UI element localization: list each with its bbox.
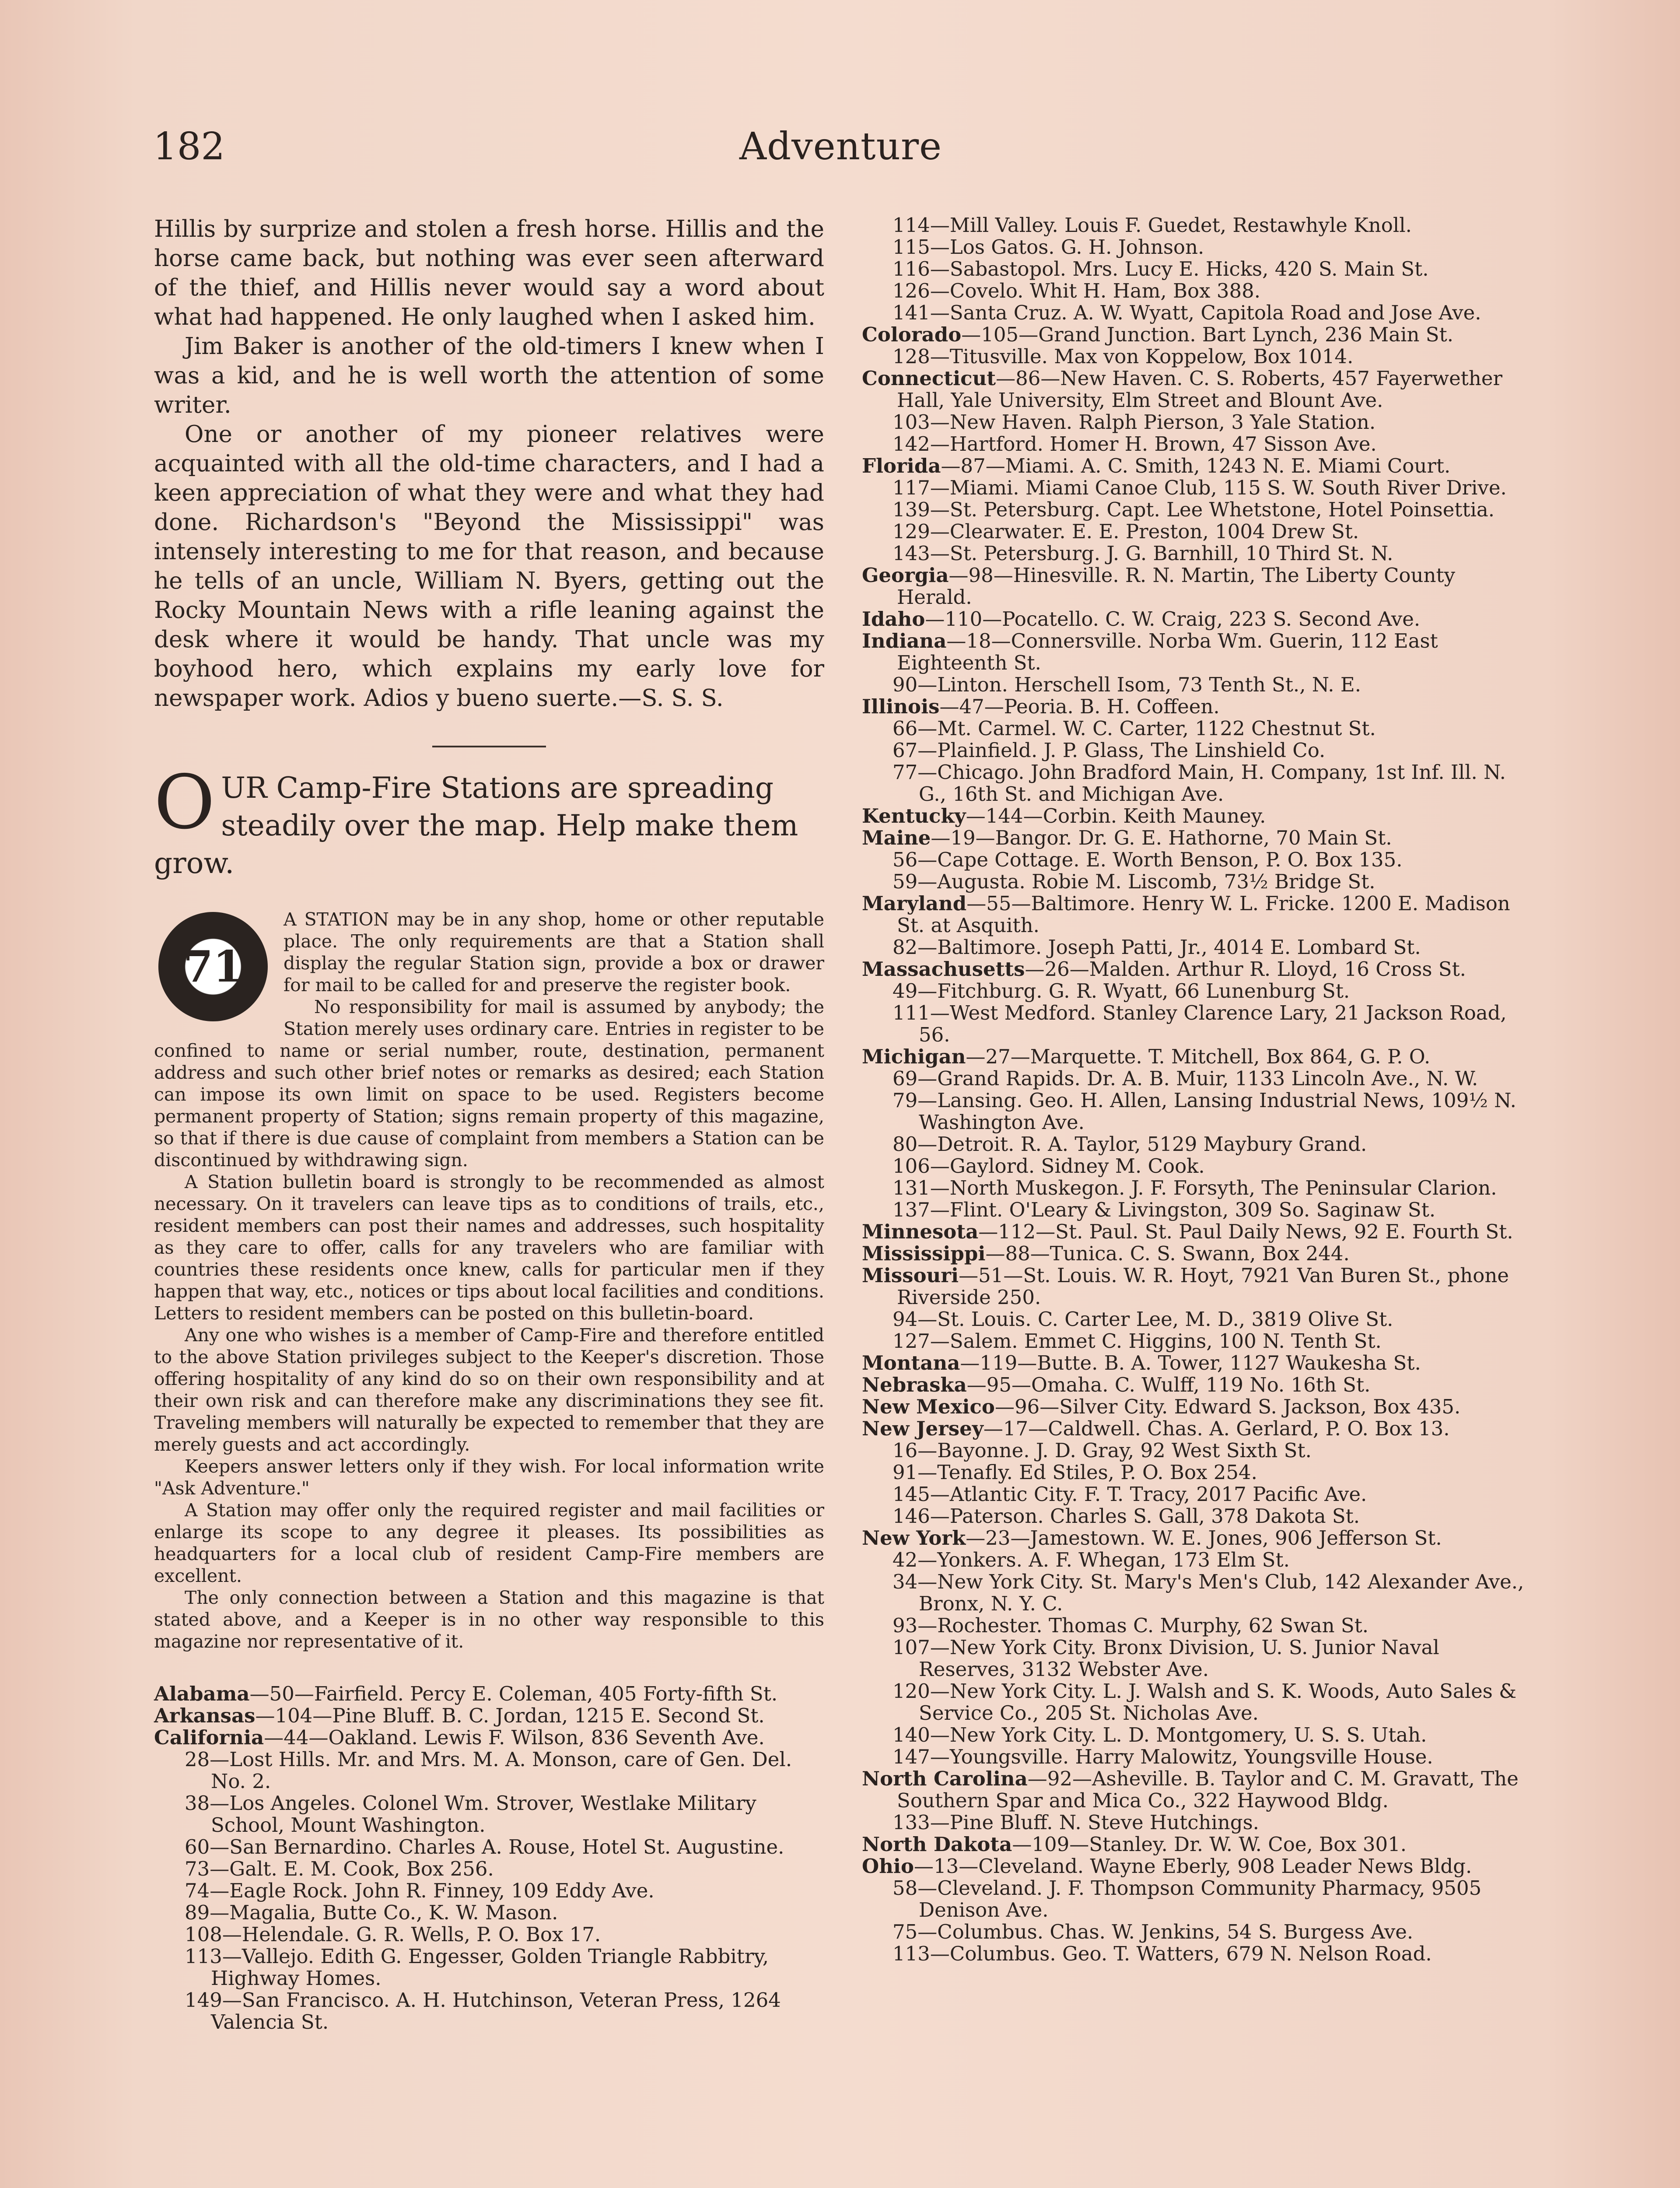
station-rules	[154, 908, 824, 1652]
station-entry	[862, 1943, 1531, 1965]
station-entry	[862, 871, 1531, 893]
station-entry	[862, 1921, 1531, 1943]
station-rule: A Station bulletin board is strongly to be recommended as almost necessary. On it travelers can leave tips as to conditions of trails, etc., resident members can post their names and addresses, such hospitality as they care to offer, calls for any travelers who are familiar with countries these residents once knew, calls for particular men if they happen that way, etc., notices or tips about local facilities and conditions. Letters to resident members can be posted on this bulletin-board.	[154, 1171, 824, 1324]
station-entry	[862, 236, 1531, 258]
station-entry	[154, 1836, 824, 1858]
station-entry-text: —119—Butte. B. A. Tower, 1127 Waukesha St.	[960, 1351, 1421, 1375]
station-entry	[154, 1683, 824, 1705]
station-rule: Keepers answer letters only if they wish. For local information write "Ask Adventure."	[154, 1456, 824, 1499]
state-name: Georgia	[862, 564, 949, 587]
station-entry-text: 129—Clearwater. E. E. Preston, 1004 Drew St.	[892, 520, 1359, 543]
station-entry-text: 74—Eagle Rock. John R. Finney, 109 Eddy Ave.	[185, 1879, 654, 1902]
station-entry-text: —92—Asheville. B. Taylor and C. M. Gravatt, The Southern Spar and Mica Co., 322 Haywood Bldg.	[897, 1767, 1519, 1812]
station-entry-text: 115—Los Gatos. G. H. Johnson.	[892, 235, 1204, 259]
station-entry-text: —23—Jamestown. W. E. Jones, 906 Jefferson St.	[966, 1526, 1442, 1550]
drop-cap: O	[154, 759, 215, 846]
station-entry	[862, 608, 1531, 630]
state-name: Montana	[862, 1351, 960, 1375]
station-entry	[862, 1746, 1531, 1768]
station-entry	[154, 1880, 824, 1902]
station-entry	[862, 893, 1531, 936]
body-paragraph: Jim Baker is another of the old-timers I knew when I was a kid, and he is well worth the attention of some writer.	[154, 333, 824, 418]
station-entry	[862, 1177, 1531, 1199]
station-badge-number: 71	[183, 941, 243, 992]
station-badge-icon	[158, 912, 268, 1021]
station-entry-text: 80—Detroit. R. A. Taylor, 5129 Maybury Grand.	[892, 1133, 1367, 1156]
station-entry	[862, 630, 1531, 674]
station-entry	[862, 368, 1531, 411]
station-entry	[862, 346, 1531, 368]
state-name: Colorado	[862, 323, 962, 346]
station-entry	[154, 1749, 824, 1792]
station-entry	[862, 1483, 1531, 1505]
station-entry-text: 66—Mt. Carmel. W. C. Carter, 1122 Chestnut St.	[892, 717, 1376, 740]
state-name: North Dakota	[862, 1833, 1012, 1856]
station-entry	[862, 1352, 1531, 1374]
station-entry	[862, 1374, 1531, 1396]
page-number: 182	[153, 125, 225, 168]
body-paragraph: One or another of my pioneer relatives were acquainted with all the old-time characters, and I had a keen appreciation of what they were and what they had done. Richardson's "Beyond the Mississippi" was intensely interesting to me for that reason, and because he tells of an uncle, William N. Byers, getting out the Rocky Mountain News with a rifle leaning against the desk where it would be handy. That uncle was my boyhood hero, which explains my early love for newspaper work. Adios y bueno suerte.—S. S. S.	[154, 421, 824, 712]
station-entry-text: 139—St. Petersburg. Capt. Lee Whetstone, Hotel Poinsettia.	[892, 498, 1495, 521]
station-entry	[862, 696, 1531, 718]
station-entry-text: 60—San Bernardino. Charles A. Rouse, Hotel St. Augustine.	[185, 1835, 784, 1858]
station-entry-text: 131—North Muskegon. J. F. Forsyth, The Peninsular Clarion.	[892, 1176, 1497, 1199]
station-entry	[154, 1946, 824, 1989]
station-entry-text: —88—Tunica. C. S. Swann, Box 244.	[985, 1242, 1350, 1265]
campfire-heading	[154, 759, 824, 882]
station-entry	[862, 1462, 1531, 1483]
station-entry-text: —47—Peoria. B. H. Coffeen.	[939, 695, 1220, 718]
state-name: New Mexico	[862, 1395, 995, 1418]
station-entry	[862, 1243, 1531, 1265]
station-entry-text: 113—Columbus. Geo. T. Watters, 679 N. Nelson Road.	[892, 1942, 1432, 1965]
station-entry	[862, 958, 1531, 980]
page-title: Adventure	[739, 125, 942, 168]
state-name: Massachusetts	[862, 957, 1025, 981]
state-name: Minnesota	[862, 1220, 979, 1243]
station-entry-text: 69—Grand Rapids. Dr. A. B. Muir, 1133 Lincoln Ave., N. W.	[892, 1067, 1478, 1090]
station-entry	[862, 565, 1531, 608]
station-entry-text: —105—Grand Junction. Bart Lynch, 236 Main St.	[961, 323, 1454, 346]
station-entry-text: —98—Hinesville. R. N. Martin, The Liberty County Herald.	[897, 564, 1455, 609]
state-name: Connecticut	[862, 367, 996, 390]
station-entry	[862, 1308, 1531, 1330]
station-entry-text: —18—Connersville. Norba Wm. Guerin, 112 East Eighteenth St.	[897, 629, 1438, 674]
station-entry-text: 146—Paterson. Charles S. Gall, 378 Dakota St.	[892, 1504, 1360, 1528]
station-entry-text: —95—Omaha. C. Wulff, 119 No. 16th St.	[966, 1373, 1371, 1396]
station-entry	[862, 718, 1531, 740]
state-name: Idaho	[862, 607, 925, 631]
station-entry-text: —55—Baltimore. Henry W. L. Fricke. 1200 E. Madison St. at Asquith.	[897, 892, 1510, 937]
station-entry	[862, 280, 1531, 302]
station-entry	[862, 258, 1531, 280]
station-rule: Any one who wishes is a member of Camp-Fire and therefore entitled to the above Station privileges subject to the Keeper's discretion. Those offering hospitality of any kind do so on their own responsibility and at their own risk and can therefore make any discriminations they see fit. Traveling members will naturally be expected to remember that they are merely guests and act accordingly.	[154, 1325, 824, 1455]
station-rule: The only connection between a Station and this magazine is that stated above, and a Keeper is in no other way responsible to this magazine nor representative of it.	[154, 1587, 824, 1652]
station-entry-text: —17—Caldwell. Chas. A. Gerlard, P. O. Box 13.	[983, 1417, 1450, 1440]
station-list-left	[154, 1683, 824, 2033]
station-entry-text: 116—Sabastopol. Mrs. Lucy E. Hicks, 420 S. Main St.	[892, 257, 1429, 281]
campfire-heading-text: UR Camp-Fire Stations are spreading steadily over the map. Help make them grow.	[154, 771, 798, 880]
station-entry-text: —144—Corbin. Keith Mauney.	[966, 804, 1266, 828]
station-entry-text: 94—St. Louis. C. Carter Lee, M. D., 3819 Olive St.	[892, 1308, 1393, 1331]
station-entry-text: —19—Bangor. Dr. G. E. Hathorne, 70 Main St.	[931, 826, 1392, 849]
station-entry	[154, 1705, 824, 1727]
body-paragraph: Hillis by surprize and stolen a fresh horse. Hillis and the horse came back, but nothing was ever seen afterward of the thief, and Hillis never would say a word about what had happened. He only laughed when I asked him.	[154, 216, 824, 330]
station-entry	[862, 1418, 1531, 1440]
station-entry-text: 58—Cleveland. J. F. Thompson Community Pharmacy, 9505 Denison Ave.	[892, 1876, 1482, 1922]
station-entry-text: —110—Pocatello. C. W. Craig, 223 S. Second Ave.	[925, 607, 1421, 631]
station-entry-text: 128—Titusville. Max von Koppelow, Box 1014.	[892, 345, 1354, 368]
station-rule: A STATION may be in any shop, home or other reputable place. The only requirements are that a Station shall display the regular Station sign, provide a box or drawer for mail to be called for and preserve the register book.	[284, 909, 824, 996]
station-entry	[862, 740, 1531, 761]
station-entry	[154, 1989, 824, 2033]
station-entry-text: 59—Augusta. Robie M. Liscomb, 73½ Bridge St.	[892, 870, 1376, 893]
station-entry	[862, 411, 1531, 433]
station-entry-text: 108—Helendale. G. R. Wells, P. O. Box 17.	[185, 1923, 601, 1946]
station-entry-text: 120—New York City. L. J. Walsh and S. K. Woods, Auto Sales & Service Co., 205 St. Nicholas Ave.	[892, 1680, 1517, 1725]
station-entry-text: 28—Lost Hills. Mr. and Mrs. M. A. Monson, care of Gen. Del. No. 2.	[185, 1748, 792, 1793]
station-rule: No responsibility for mail is assumed by anybody; the Station merely uses ordinary care. Entries in register to be confined to name or serial number, route, destination, permanent address and such other brief notes or remarks as desired; each Station can impose its own limit on space to be used. Registers become permanent property of Station; signs remain property of this magazine, so that if there is due cause of complaint from members a Station can be discontinued by withdrawing sign.	[154, 996, 824, 1171]
station-entry	[154, 1924, 824, 1946]
station-entry	[862, 805, 1531, 827]
station-entry	[862, 761, 1531, 805]
state-name: Alabama	[154, 1682, 250, 1705]
station-entry-text: 77—Chicago. John Bradford Main, H. Company, 1st Inf. Ill. N. G., 16th St. and Michigan Ave.	[892, 761, 1506, 806]
station-entry-text: —86—New Haven. C. S. Roberts, 457 Fayerwether Hall, Yale University, Elm Street and Blount Ave.	[897, 367, 1502, 412]
station-entry-text: 137—Flint. O'Leary & Livingston, 309 So. Saginaw St.	[892, 1198, 1436, 1221]
state-name: New Jersey	[862, 1417, 984, 1440]
station-entry-text: 67—Plainfield. J. P. Glass, The Linshield Co.	[892, 739, 1326, 762]
state-name: New York	[862, 1526, 966, 1550]
station-entry-text: 147—Youngsville. Harry Malowitz, Youngsville House.	[892, 1745, 1433, 1768]
station-entry	[862, 1637, 1531, 1680]
station-entry	[862, 1330, 1531, 1352]
station-entry	[862, 1090, 1531, 1133]
station-entry-text: —112—St. Paul. St. Paul Daily News, 92 E. Fourth St.	[978, 1220, 1513, 1243]
station-entry-text: 111—West Medford. Stanley Clarence Lary, 21 Jackson Road, 56.	[892, 1001, 1507, 1046]
station-entry	[862, 543, 1531, 565]
station-entry-text: —27—Marquette. T. Mitchell, Box 864, G. P. O.	[966, 1045, 1431, 1068]
station-entry	[862, 1396, 1531, 1418]
station-entry-text: 79—Lansing. Geo. H. Allen, Lansing Industrial News, 109½ N. Washington Ave.	[892, 1089, 1516, 1134]
state-name: Arkansas	[154, 1704, 256, 1727]
station-entry	[862, 477, 1531, 499]
station-entry-text: 140—New York City. L. D. Montgomery, U. S. S. Utah.	[892, 1723, 1427, 1746]
station-entry	[862, 1680, 1531, 1724]
state-name: North Carolina	[862, 1767, 1028, 1790]
left-column	[154, 214, 824, 2033]
station-entry	[862, 1265, 1531, 1308]
station-entry-text: —51—St. Louis. W. R. Hoyt, 7921 Van Buren St., phone Riverside 250.	[897, 1264, 1509, 1309]
station-entry-text: 49—Fitchburg. G. R. Wyatt, 66 Lunenburg St.	[892, 979, 1350, 1003]
state-name: California	[154, 1726, 264, 1749]
station-entry-text: 142—Hartford. Homer H. Brown, 47 Sisson Ave.	[892, 432, 1377, 456]
station-entry	[862, 827, 1531, 849]
state-name: Maine	[862, 826, 931, 849]
station-entry	[862, 1505, 1531, 1527]
station-entry-text: 16—Bayonne. J. D. Gray, 92 West Sixth St.	[892, 1439, 1312, 1462]
station-entry-text: 42—Yonkers. A. F. Whegan, 173 Elm St.	[892, 1548, 1290, 1571]
station-entry-text: —26—Malden. Arthur R. Lloyd, 16 Cross St.	[1025, 957, 1466, 981]
station-entry	[862, 1724, 1531, 1746]
station-entry-text: —13—Cleveland. Wayne Eberly, 908 Leader News Bldg.	[914, 1855, 1472, 1878]
station-entry	[862, 1549, 1531, 1571]
state-name: Florida	[862, 454, 941, 477]
station-entry-text: 143—St. Petersburg. J. G. Barnhill, 10 Third St. N.	[892, 542, 1393, 565]
station-entry	[862, 1068, 1531, 1090]
station-entry	[862, 1855, 1531, 1877]
station-entry	[862, 1221, 1531, 1243]
station-entry	[154, 1902, 824, 1924]
station-entry-text: 117—Miami. Miami Canoe Club, 115 S. W. South River Drive.	[892, 476, 1507, 499]
station-entry-text: —87—Miami. A. C. Smith, 1243 N. E. Miami Court.	[941, 454, 1451, 477]
station-entry-text: 141—Santa Cruz. A. W. Wyatt, Capitola Road and Jose Ave.	[892, 301, 1481, 324]
state-name: Mississippi	[862, 1242, 986, 1265]
station-entry	[862, 302, 1531, 324]
station-entry	[862, 1155, 1531, 1177]
section-divider	[432, 746, 546, 747]
station-entry	[862, 499, 1531, 521]
station-entry-text: —44—Oakland. Lewis F. Wilson, 836 Seventh Ave.	[264, 1726, 765, 1749]
station-entry-text: 126—Covelo. Whit H. Ham, Box 388.	[892, 279, 1261, 302]
station-entry	[862, 674, 1531, 696]
state-name: Michigan	[862, 1045, 966, 1068]
station-entry-text: 91—Tenafly. Ed Stiles, P. O. Box 254.	[892, 1461, 1257, 1484]
station-entry	[862, 455, 1531, 477]
station-entry	[862, 1877, 1531, 1921]
station-entry-text: 107—New York City. Bronx Division, U. S. Junior Naval Reserves, 3132 Webster Ave.	[892, 1636, 1439, 1681]
station-entry-text: 73—Galt. E. M. Cook, Box 256.	[185, 1857, 494, 1880]
station-entry	[154, 1792, 824, 1836]
station-entry	[862, 1768, 1531, 1812]
station-entry	[862, 1199, 1531, 1221]
station-entry-text: 82—Baltimore. Joseph Patti, Jr., 4014 E. Lombard St.	[892, 936, 1421, 959]
station-entry	[862, 1002, 1531, 1046]
station-entry	[862, 1615, 1531, 1637]
state-name: Indiana	[862, 629, 947, 652]
station-entry-text: —104—Pine Bluff. B. C. Jordan, 1215 E. Second St.	[255, 1704, 765, 1727]
station-entry	[862, 936, 1531, 958]
station-entry-text: 114—Mill Valley. Louis F. Guedet, Restawhyle Knoll.	[892, 214, 1412, 237]
station-entry-text: 133—Pine Bluff. N. Steve Hutchings.	[892, 1811, 1259, 1834]
station-entry-text: 90—Linton. Herschell Isom, 73 Tenth St., N. E.	[892, 673, 1362, 696]
station-entry-text: 93—Rochester. Thomas C. Murphy, 62 Swan St.	[892, 1614, 1369, 1637]
page-header	[153, 125, 949, 190]
station-entry	[862, 1571, 1531, 1615]
station-entry	[862, 1812, 1531, 1834]
station-entry-text: 103—New Haven. Ralph Pierson, 3 Yale Station.	[892, 410, 1376, 434]
station-entry	[862, 1527, 1531, 1549]
station-entry-text: 38—Los Angeles. Colonel Wm. Strover, Westlake Military School, Mount Washington.	[185, 1792, 756, 1837]
station-entry	[862, 324, 1531, 346]
station-entry-text: 149—San Francisco. A. H. Hutchinson, Veteran Press, 1264 Valencia St.	[185, 1988, 781, 2034]
station-entry	[862, 521, 1531, 543]
station-entry-text: 89—Magalia, Butte Co., K. W. Mason.	[185, 1901, 558, 1924]
state-name: Maryland	[862, 892, 967, 915]
right-column	[862, 214, 1531, 1965]
station-entry	[862, 1046, 1531, 1068]
state-name: Illinois	[862, 695, 940, 718]
station-entry-text: 56—Cape Cottage. E. Worth Benson, P. O. Box 135.	[892, 848, 1403, 871]
station-list-right	[862, 214, 1531, 1965]
station-entry-text: —50—Fairfield. Percy E. Coleman, 405 Forty-fifth St.	[249, 1682, 778, 1705]
station-entry	[862, 849, 1531, 871]
state-name: Kentucky	[862, 804, 966, 828]
station-entry	[862, 980, 1531, 1002]
station-entry-text: 75—Columbus. Chas. W. Jenkins, 54 S. Burgess Ave.	[892, 1920, 1414, 1943]
station-entry	[862, 433, 1531, 455]
station-entry	[154, 1858, 824, 1880]
station-entry	[154, 1727, 824, 1749]
station-entry-text: —109—Stanley. Dr. W. W. Coe, Box 301.	[1012, 1833, 1407, 1856]
station-entry-text: 113—Vallejo. Edith G. Engesser, Golden Triangle Rabbitry, Highway Homes.	[185, 1945, 769, 1990]
station-entry-text: 106—Gaylord. Sidney M. Cook.	[892, 1154, 1205, 1178]
state-name: Missouri	[862, 1264, 959, 1287]
station-entry-text: 34—New York City. St. Mary's Men's Club, 142 Alexander Ave., Bronx, N. Y. C.	[892, 1570, 1524, 1615]
station-entry	[862, 1133, 1531, 1155]
state-name: Nebraska	[862, 1373, 967, 1396]
station-entry	[862, 1834, 1531, 1855]
station-entry-text: —96—Silver City. Edward S. Jackson, Box 435.	[994, 1395, 1461, 1418]
station-entry	[862, 214, 1531, 236]
station-entry	[862, 1440, 1531, 1462]
station-entry-text: 145—Atlantic City. F. T. Tracy, 2017 Pacific Ave.	[892, 1483, 1367, 1506]
state-name: Ohio	[862, 1855, 914, 1878]
station-entry-text: 127—Salem. Emmet C. Higgins, 100 N. Tenth St.	[892, 1329, 1382, 1353]
station-rule: A Station may offer only the required register and mail facilities or enlarge its scope to any degree it pleases. Its possibilities as headquarters for a local club of resident Camp-Fire members are excellent.	[154, 1500, 824, 1586]
